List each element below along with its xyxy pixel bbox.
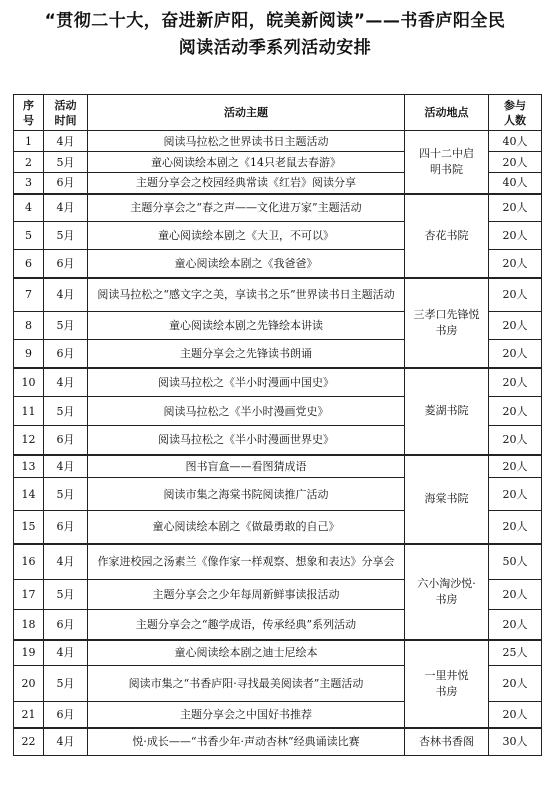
row-no: 7 (14, 278, 44, 312)
row-no: 14 (14, 478, 44, 511)
row-no: 1 (14, 131, 44, 152)
row-time: 5月 (44, 152, 88, 173)
row-count: 20人 (489, 222, 542, 250)
table-row (14, 544, 542, 580)
row-place: 海棠书院 (405, 455, 489, 544)
row-topic: 阅读马拉松之世界读书日主题活动 (88, 131, 405, 152)
row-no: 15 (14, 511, 44, 544)
row-no: 5 (14, 222, 44, 250)
row-time: 4月 (44, 640, 88, 666)
row-no: 10 (14, 368, 44, 397)
table-row (14, 368, 542, 397)
table-row (14, 728, 542, 756)
row-count: 20人 (489, 666, 542, 702)
row-no: 9 (14, 340, 44, 368)
row-time: 4月 (44, 278, 88, 312)
row-time: 4月 (44, 728, 88, 756)
row-time: 4月 (44, 131, 88, 152)
row-count: 20人 (489, 511, 542, 544)
row-count: 20人 (489, 702, 542, 728)
row-count: 20人 (489, 397, 542, 426)
row-topic: 图书盲盒——看图猜成语 (88, 455, 405, 478)
row-topic: 主题分享会之“趣学成语，传承经典”系列活动 (88, 610, 405, 640)
activity-schedule-table (13, 94, 542, 756)
row-topic: 主题分享会之中国好书推荐 (88, 702, 405, 728)
row-count: 30人 (489, 728, 542, 756)
row-topic: 阅读市集之“书香庐阳·寻找最美阅读者”主题活动 (88, 666, 405, 702)
row-count: 20人 (489, 580, 542, 610)
row-topic: 悦·成长——“书香少年·声动杏林”经典诵读比赛 (88, 728, 405, 756)
row-topic: 阅读马拉松之《半小时漫画党史》 (88, 397, 405, 426)
row-no: 2 (14, 152, 44, 173)
row-time: 6月 (44, 250, 88, 278)
row-time: 6月 (44, 340, 88, 368)
table-header-row (14, 95, 542, 131)
row-count: 20人 (489, 250, 542, 278)
row-topic: 童心阅读绘本剧之迪士尼绘本 (88, 640, 405, 666)
table-row (14, 131, 542, 152)
header-topic: 活动主题 (88, 95, 405, 131)
row-time: 4月 (44, 368, 88, 397)
row-time: 6月 (44, 511, 88, 544)
table-row (14, 278, 542, 312)
row-time: 5月 (44, 666, 88, 702)
row-count: 40人 (489, 173, 542, 194)
table-row (14, 640, 542, 666)
row-topic: 阅读马拉松之《半小时漫画中国史》 (88, 368, 405, 397)
row-no: 21 (14, 702, 44, 728)
row-count: 20人 (489, 426, 542, 455)
row-place: 一里井悦 书房 (405, 640, 489, 728)
row-topic: 主题分享会之先锋读书朗诵 (88, 340, 405, 368)
row-no: 22 (14, 728, 44, 756)
table-row (14, 455, 542, 478)
header-time: 活动时间 (44, 95, 88, 131)
row-no: 4 (14, 194, 44, 222)
row-count: 20人 (489, 340, 542, 368)
row-time: 6月 (44, 426, 88, 455)
row-place: 六小淘沙悦·书房 (405, 544, 489, 640)
row-no: 16 (14, 544, 44, 580)
row-topic: 主题分享会之少年每周新鲜事读报活动 (88, 580, 405, 610)
row-no: 20 (14, 666, 44, 702)
row-place: 三孝口先锋悦书房 (405, 278, 489, 368)
header-count: 参与人数 (489, 95, 542, 131)
title-line-2: 阅读活动季系列活动安排 (178, 38, 372, 58)
row-count: 20人 (489, 368, 542, 397)
row-time: 5月 (44, 222, 88, 250)
row-topic: 阅读马拉松之“感文字之美，享读书之乐”世界读书日主题活动 (88, 278, 405, 312)
row-time: 4月 (44, 455, 88, 478)
row-no: 13 (14, 455, 44, 478)
row-count: 50人 (489, 544, 542, 580)
row-count: 20人 (489, 610, 542, 640)
row-no: 8 (14, 312, 44, 340)
row-topic: 童心阅读绘本剧之《我爸爸》 (88, 250, 405, 278)
row-no: 19 (14, 640, 44, 666)
row-topic: 童心阅读绘本剧之先锋绘本讲读 (88, 312, 405, 340)
row-time: 4月 (44, 544, 88, 580)
row-time: 5月 (44, 580, 88, 610)
row-topic: 童心阅读绘本剧之《大卫，不可以》 (88, 222, 405, 250)
row-no: 18 (14, 610, 44, 640)
row-count: 20人 (489, 278, 542, 312)
row-topic: 主题分享会之“春之声——文化进万家”主题活动 (88, 194, 405, 222)
row-no: 17 (14, 580, 44, 610)
header-no: 序号 (14, 95, 44, 131)
row-time: 6月 (44, 610, 88, 640)
row-place: 四十二中启明书院 (405, 131, 489, 194)
row-no: 11 (14, 397, 44, 426)
table-row (14, 194, 542, 222)
row-count: 20人 (489, 194, 542, 222)
row-count: 20人 (489, 455, 542, 478)
row-place: 菱湖书院 (405, 368, 489, 455)
row-place: 杏林书香阁 (405, 728, 489, 756)
row-time: 4月 (44, 194, 88, 222)
row-topic: 童心阅读绘本剧之《做最勇敢的自己》 (88, 511, 405, 544)
row-topic: 主题分享会之校园经典常读《红岩》阅读分享 (88, 173, 405, 194)
row-count: 20人 (489, 478, 542, 511)
row-time: 6月 (44, 702, 88, 728)
header-place: 活动地点 (405, 95, 489, 131)
row-time: 5月 (44, 397, 88, 426)
row-count: 20人 (489, 152, 542, 173)
row-topic: 阅读马拉松之《半小时漫画世界史》 (88, 426, 405, 455)
row-topic: 阅读市集之海棠书院阅读推广活动 (88, 478, 405, 511)
row-count: 20人 (489, 312, 542, 340)
row-time: 6月 (44, 173, 88, 194)
row-no: 12 (14, 426, 44, 455)
row-topic: 作家进校园之汤素兰《像作家一样观察、想象和表达》分享会 (88, 544, 405, 580)
row-count: 25人 (489, 640, 542, 666)
row-count: 40人 (489, 131, 542, 152)
row-topic: 童心阅读绘本剧之《14只老鼠去春游》 (88, 152, 405, 173)
document-title (0, 8, 550, 62)
title-line-1: “贯彻二十大，奋进新庐阳，皖美新阅读”——书香庐阳全民 (44, 11, 506, 31)
row-no: 6 (14, 250, 44, 278)
row-time: 5月 (44, 478, 88, 511)
row-no: 3 (14, 173, 44, 194)
row-time: 5月 (44, 312, 88, 340)
row-place: 杏花书院 (405, 194, 489, 278)
